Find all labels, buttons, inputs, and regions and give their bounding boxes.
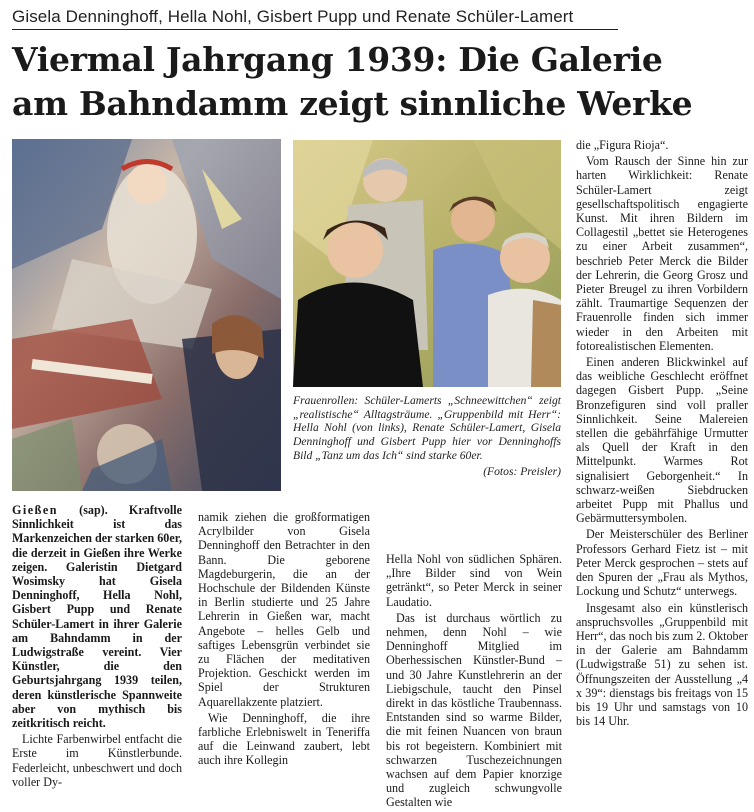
painting-photo-icon: [12, 139, 281, 491]
body-paragraph: Einen anderen Blickwinkel auf das weibliche Geschlecht eröffnet dagegen Gisbert Pupp. „Seine Bronzefiguren sind voll praller Sinnlichkeit. Seine Malereien stellen die gebährfähige Urmutter als Quell der Kraft in den Mittelpunkt. Warmes Rot signalisiert Geborgenheit.“ In schwarz-weißen Siebdrucken arbeitet Pupp mit Phallus und Gebärmuttersymbolen.: [576, 355, 748, 526]
article-column-2: [198, 510, 370, 770]
dateline: Gießen: [12, 503, 58, 517]
lead-paragraph: [12, 503, 182, 730]
headline-line-2: am Bahndamm zeigt sinnliche Werke: [12, 84, 693, 123]
body-paragraph: Das ist durchaus wörtlich zu nehmen, denn Nohl – wie Denninghoff Mitglied im Oberhessischen Künstler-Bund – und 30 Jahre Kunstlehrerin an der Liebigschule, taucht den Pinsel direkt in das köstliche Traubennass. Entstanden sind so warme Bilder, die mit feinen Nuancen von braun bis rot begeistern. Kombiniert mit schwarzen Tuschezeichnungen wachsen auf dem Papier knorzige und zugleich schwungvolle Gestalten wie: [386, 610, 562, 810]
group-photo-icon: [293, 140, 561, 387]
body-paragraph: Wie Denninghoff, die ihre farbliche Erlebniswelt in Teneriffa auf die Leinwand zaubert, lebt auch ihre Kollegin: [198, 710, 370, 768]
caption-text: Frauenrollen: Schüler-Lamerts „Schneewittchen“ zeigt „realistische“ Alltagsträume. „Gruppenbild mit Herr“: Hella Nohl (von links), Renate Schüler-Lamert, Gisela Denninghoff und Gisbert Pupp hier vor Denninghoffs Bild „Tanz um das Ich“ sind starke 60er.: [293, 394, 561, 462]
body-paragraph: Der Meisterschüler des Berliner Professors Gerhard Fietz ist – mit Peter Merck gesprochen – stets auf den Spuren der „Frau als Mythos, Lockung und Schutz“ unterwegs.: [576, 527, 748, 599]
photo-credit: (Fotos: Preisler): [483, 464, 561, 478]
headline: [12, 38, 748, 126]
lead-text: (sap). Kraftvolle Sinnlichkeit ist das Markenzeichen der starken 60er, die derzeit in Gießen ihre Werke zeigen. Galeristin Dietgard Wosimsky hat Gisela Denninghoff, Hella Nohl, Gisbert Pupp und Renate Schüler-Lamert in ihrer Galerie am Bahndamm in der Ludwigstraße vereint. Vier Künstler, die den Geburtsjahrgang 1939 teilen, deren künstlerische Spannweite aber von mythisch bis zeitkritisch reicht.: [12, 503, 182, 731]
body-paragraph: namik ziehen die großformatigen Acrylbilder von Gisela Denninghoff den Betrachter in den Bann. Die geborene Magdeburgerin, die an der Hochschule der Bildenden Künste in Berlin studierte und 25 Jahre Lehrerin in Gießen war, macht Angebote – helles Gelb und saftiges Lebensgrün verbindet sie zu Flächen der meditativen Projektion. Geschickt werden im Spiel der Strukturen Aquarellakzente platziert.: [198, 510, 370, 709]
article-column-1: [12, 503, 182, 791]
headline-line-1: Viermal Jahrgang 1939: Die Galerie: [12, 40, 663, 79]
article-column-3: [386, 552, 562, 812]
body-paragraph: Lichte Farbenwirbel entfacht die Erste im Künstlerbunde. Federleicht, unbeschwert und doch voller Dy-: [12, 732, 182, 789]
article-column-4: [576, 138, 748, 730]
photo-caption: [293, 394, 561, 478]
kicker-line: Gisela Denninghoff, Hella Nohl, Gisbert Pupp und Renate Schüler-Lamert: [12, 7, 618, 30]
body-paragraph: Hella Nohl von südlichen Sphären. „Ihre Bilder sind von Wein getränkt“, so Peter Merck in seiner Laudatio.: [386, 552, 562, 609]
body-paragraph: die „Figura Rioja“.: [576, 138, 669, 152]
body-paragraph: Vom Rausch der Sinne hin zur harten Wirklichkeit: Renate Schüler-Lamert zeigt gesellschaftspolitisch engagierte Kunst. Mit ihren Bildern im Collagestil „bettet sie Heterogenes zu einer Arbeit zusammen“, beschrieb Peter Merck die Bilder der Lehrerin, die Georg Grosz und Pieter Breugel zu ihren Vorbildern zählt. Traumartige Sequenzen der Frauenrolle finden sich immer wieder in den Arbeiten mit fotorealistischen Elementen.: [576, 154, 748, 353]
body-paragraph: Insgesamt also ein künstlerisch anspruchsvolles „Gruppenbild mit Herr“, das noch bis zum 2. Oktober in der Galerie am Bahndamm (Ludwigstraße 51) zu sehen ist. Öffnungszeiten der Ausstellung „4 x 39“: dienstags bis freitags von 15 bis 19 Uhr und samstags von 10 bis 14 Uhr.: [576, 600, 748, 729]
